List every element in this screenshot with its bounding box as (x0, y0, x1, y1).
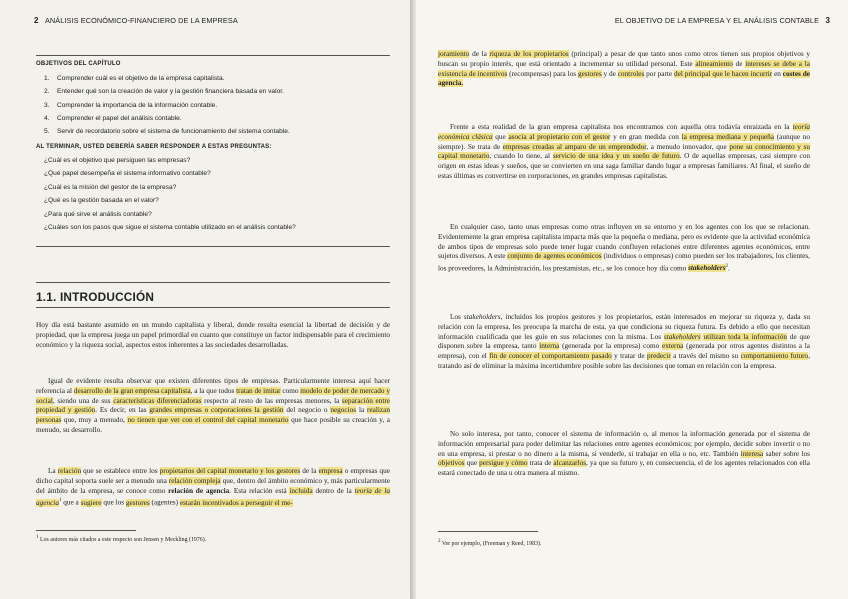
questions-bottom-rule (36, 246, 390, 247)
objective-item: 1. Comprender cuál es el objetivo de la empresa capitalista. (44, 75, 225, 82)
question-item: ¿Para qué sirve el análisis contable? (44, 210, 152, 218)
body-paragraph-1: joramiento de la riqueza de los propietarios (principal) a pesar de que tanto unos como otros tienen sus propios objetivos y buscan su propio interés, que está orientado a incrementar su utilidad personal. Este alineamiento de intereses se debe a la existencia de incentivos (recompensas) para los gestores y de controles por parte del principal que le hacen incurrir en costes de agencia. (438, 50, 811, 88)
left-running-head (34, 16, 238, 25)
questions-heading: AL TERMINAR, USTED DEBERÍA SABER RESPONDER A ESTAS PREGUNTAS: (36, 144, 272, 150)
right-page (416, 0, 848, 599)
section-bottom-rule (36, 307, 390, 308)
objective-item: 4. Comprender el papel del análisis contable. (44, 114, 182, 122)
objective-item: 5. Servir de recordatorio sobre el sistema de funcionamiento del sistema contable. (44, 128, 290, 136)
right-running-title: EL OBJETIVO DE LA EMPRESA Y EL ANÁLISIS CONTABLE (614, 16, 820, 25)
body-paragraph-5: No solo interesa, por tanto, conocer el sistema de información o, al menos la información generada por el sistema de información empresarial para poder delimitar las relaciones entre agentes económicos; por ejemplo, decidir sobre invertir o no en una empresa, si prestar o no dinero a la misma, si venderle, si trabajar en ella o no, etc. También interesa saber sobre los objetivos que persigue y cómo trata de alcanzarlos, ya que su futuro y, en consecuencia, el de los agentes relacionados con ella estará conectado de una u otra manera al mismo. (438, 430, 811, 477)
objectives-top-rule (36, 55, 390, 56)
left-running-title: ANÁLISIS ECONÓMICO-FINANCIERO DE LA EMPRESA (44, 16, 238, 25)
question-item: ¿Cuál es el objetivo que persiguen las empresas? (44, 157, 191, 164)
body-paragraph-3: En cualquier caso, tanto unas empresas como otras influyen en su entorno y en los agentes con los que se relacionan. Evidentemente la gran empresa capitalista impacta más que la pequeña o mediana, pero es evidente que la actividad económica de ambos tipos de empresas solo puede tener lugar cuando confluyen relaciones entre diferentes agentes económicos, entre sujetos diversos. A este conjunto de agentes económicos (individuos o empresas) como pueden ser los trabajadores, los clientes, los proveedores, la Administración, los prestamistas, etc., se los conoce hoy día como stakeholders$^2$. (438, 223, 810, 273)
intro-paragraph-2: Igual de evidente resulta observar que existen diferentes tipos de empresas. Particularmente interesa aquí hacer referencia al desarrollo de la gran empresa capitalista, a la que todos tratan de imitar como modelo de poder de mercado y social, siendo una de sus características diferenciadoras respecto al resto de las empresas menores, la separación entre propiedad y gestión. Es decir, en las grandes empresas o corporaciones la gestión del negocio o negocios la realizan personas que, muy a menudo, no tienen que ver con el control del capital monetario que hace posible su creación y, a menudo, su desarrollo. (36, 377, 390, 434)
body-paragraph-4: Los stakeholders, incluidos los propios gestores y los propietarios, están interesados en mejorar su riqueza y, dada su relación con la empresa, les preocupa la marcha de esta, ya que condiciona su riqueza futura. Es debido a ello que necesitan información cualificada que les guíe en sus relaciones con la misma. Los stakeholders utilizan toda la información de que disponen sobre la empresa, tanto interna (generada por la empresa) como externa (generada por otros agentes distintos a la empresa), con el fin de conocer el comportamiento pasado y tratar de predecir a través del mismo su comportamiento futuro, tratando así de eliminar la máxima incertidumbre posible sobre las decisiones que toman en relación con la empresa. (438, 313, 811, 370)
question-item: ¿Qué es la gestión basada en el valor? (44, 197, 159, 205)
question-item: ¿Cuáles son los pasos que sigue el sistema contable utilizado en el análisis contable? (44, 224, 296, 232)
objectives-heading: OBJETIVOS DEL CAPÍTULO (36, 61, 121, 67)
question-item: ¿Qué papel desempeña el sistema informativo contable? (44, 170, 211, 178)
objective-item: 3. Comprender la importancia de la información contable. (44, 101, 218, 109)
left-page-number: 2 (34, 16, 39, 25)
objective-item: 2. Entender qué son la creación de valor y la gestión financiera basada en valor. (44, 88, 284, 96)
section-top-rule (36, 282, 390, 283)
footnote-rule (36, 530, 136, 531)
questions-list (44, 154, 296, 234)
question-item: ¿Cuál es la misión del gestor de la empresa? (44, 183, 177, 191)
footnote-rule (438, 531, 538, 532)
right-page-number: 3 (825, 16, 830, 25)
intro-paragraph-3: La relación que se establece entre los propietarios del capital monetario y los gestores de la empresa o empresas que dicho capital soporta suele ser a menudo una relación compleja que, dentro del ámbito económico y, más particularmente del ámbito de la empresa, se conoce como relación de agencia. Esta relación está incluida dentro de la teoría de la agencia$^1$ que a sugiere que los gestores (agentes) estarán incentivados a perseguir el me- (36, 467, 390, 507)
body-paragraph-2: Frente a esta realidad de la gran empresa capitalista nos encontramos con aquella otra todavía enraizada en la teoría económica clásica que asocia al propietario con el gestor y en gran medida con la empresa mediana y pequeña (aunque no siempre). Se trata de empresas creadas al amparo de un emprendedor, a menudo innovador, que pone su conocimiento y su capital monetario, cuando lo tiene, al servicio de una idea y un sueño de futuro. O de aquellas empresas, casi siempre con origen en estas ideas y sueños, que se convierten en una saga familiar dando lugar a empresas familiares. Al final, el sueño de estas últimas es convertirse en corporaciones, en grandes empresas capitalistas. (438, 123, 811, 180)
section-title: 1.1. INTRODUCCIÓN (36, 290, 155, 304)
left-page (0, 0, 410, 599)
left-footnote: $^1$ Los autores más citados a este respecto son Jensen y Meckling (1976). (36, 535, 207, 543)
objectives-list (44, 72, 290, 138)
right-footnote: $^2$ Ver por ejemplo, (Freeman y Reed, 1983). (438, 539, 542, 547)
intro-paragraph-1: Hoy día está bastante asumido en un mundo capitalista y liberal, donde resulta esencial la libertad de decisión y de propiedad, que la empresa juega un papel primordial en cuanto que constituye un factor indispensable para el crecimiento económico y la riqueza social, aspectos estos inherentes a las sociedades desarrolladas. (36, 321, 390, 349)
right-running-head (615, 16, 830, 25)
